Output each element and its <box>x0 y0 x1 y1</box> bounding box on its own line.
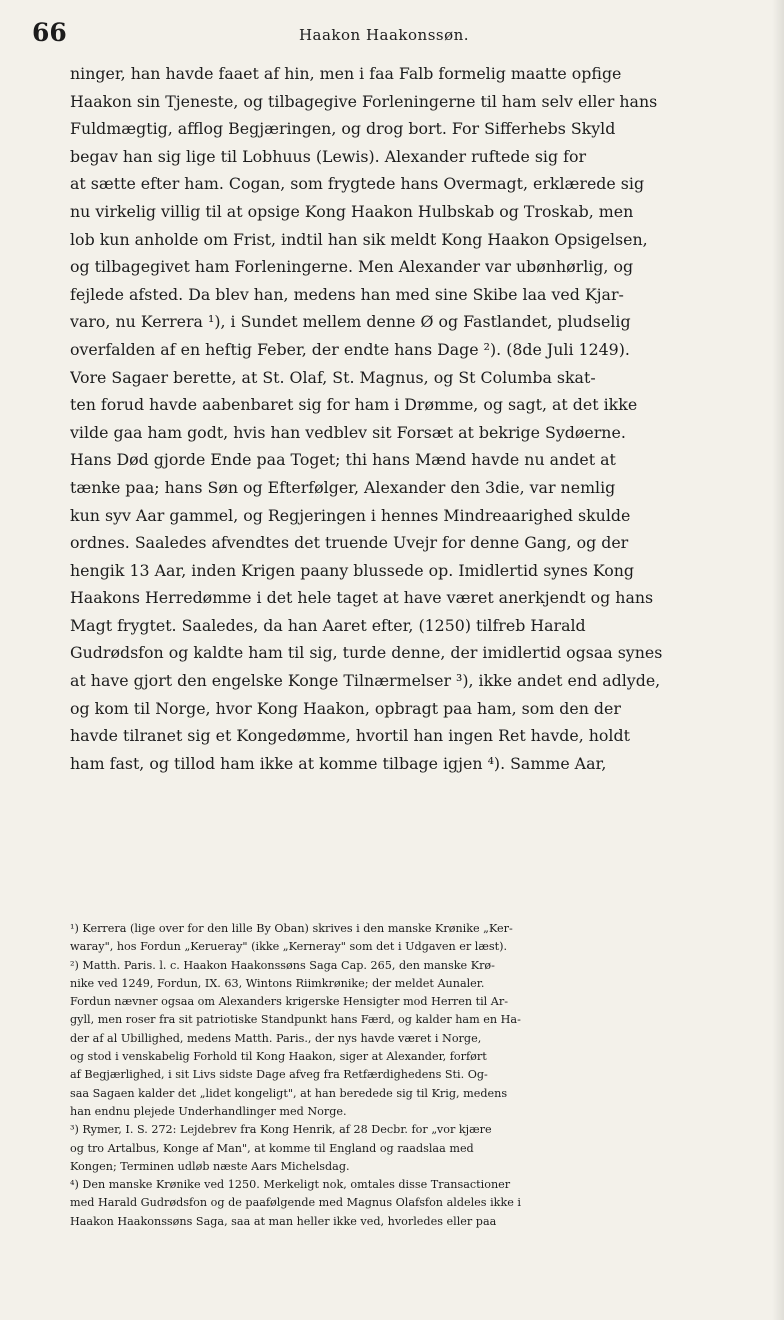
text-line: hengik 13 Aar, inden Krigen paany blussede op. Imidlertid synes Kong <box>70 560 635 580</box>
text-line: og kom til Norge, hvor Kong Haakon, opbragt paa ham, som den der <box>70 698 621 718</box>
footnote-line: ³) Rymer, I. S. 272: Lejdebrev fra Kong Henrik, af 28 Decbr. for „vor kjære <box>70 1123 492 1137</box>
footnote-line: nike ved 1249, Fordun, IX. 63, Wintons Riimkrønike; der meldet Aunaler. <box>70 976 485 990</box>
text-line: Haakon sin Tjeneste, og tilbagegive Forleningerne til ham selv eller hans <box>70 91 658 111</box>
footnote-line: han endnu plejede Underhandlinger med Norge. <box>70 1104 347 1118</box>
text-line: vilde gaa ham godt, hvis han vedblev sit Forsæt at bekrige Sydøerne. <box>70 422 626 442</box>
footnote-line: ²) Matth. Paris. l. c. Haakon Haakonssøns Saga Cap. 265, den manske Krø- <box>70 958 495 972</box>
footnote-line: ⁴) Den manske Krønike ved 1250. Merkeligt nok, omtales disse Transactioner <box>70 1178 511 1192</box>
text-line: at have gjort den engelske Konge Tilnærmelser ³), ikke andet end adlyde, <box>70 671 661 691</box>
footnote-line: gyll, men roser fra sit patriotiske Standpunkt hans Færd, og kalder ham en Ha- <box>70 1013 521 1027</box>
page-header <box>32 18 736 48</box>
footnote-line: Kongen; Terminen udløb næste Aars Michelsdag. <box>70 1159 350 1173</box>
text-line: Gudrødsfon og kaldte ham til sig, turde denne, der imidlertid ogsaa synes <box>70 643 663 663</box>
text-line: Magt frygtet. Saaledes, da han Aaret efter, (1250) tilfreb Harald <box>70 615 586 635</box>
text-line: Hans Død gjorde Ende paa Toget; thi hans Mænd havde nu andet at <box>70 450 616 470</box>
text-line: Vore Sagaer berette, at St. Olaf, St. Magnus, og St Columba skat- <box>70 367 596 387</box>
main-text <box>70 60 760 777</box>
footnote-line: Haakon Haakonssøns Saga, saa at man heller ikke ved, hvorledes eller paa <box>70 1214 497 1228</box>
footnote-line: saa Sagaen kalder det „lidet kongeligt", at han beredede sig til Krig, medens <box>70 1086 508 1100</box>
text-line: ordnes. Saaledes afvendtes det truende Uvejr for denne Gang, og der <box>70 533 629 553</box>
text-line: tænke paa; hans Søn og Efterfølger, Alexander den 3die, var nemlig <box>70 477 616 497</box>
footnote-line: ¹) Kerrera (lige over for den lille By Oban) skrives i den manske Krønike „Ker- <box>70 922 513 935</box>
footnotes <box>70 920 760 1231</box>
text-line: Fuldmægtig, afflog Begjæringen, og drog bort. For Sifferhebs Skyld <box>70 119 616 139</box>
scan-edge-shadow <box>772 0 784 1320</box>
footnote-line: Fordun nævner ogsaa om Alexanders krigerske Hensigter mod Herren til Ar- <box>70 995 509 1009</box>
text-line: kun syv Aar gammel, og Regjeringen i hennes Mindreaarighed skulde <box>70 505 631 525</box>
text-line: nu virkelig villig til at opsige Kong Haakon Hulbskab og Troskab, men <box>70 201 634 221</box>
footnote-line: og tro Artalbus, Konge af Man", at komme til England og raadslaa med <box>70 1141 474 1155</box>
text-line: ham fast, og tillod ham ikke at komme tilbage igjen ⁴). Samme Aar, <box>70 753 607 773</box>
text-line: varo, nu Kerrera ¹), i Sundet mellem denne Ø og Fastlandet, pludselig <box>70 312 631 332</box>
text-line: overfalden af en heftig Feber, der endte hans Dage ²). (8de Juli 1249). <box>70 339 630 359</box>
text-line: Haakons Herredømme i det hele taget at have været anerkjendt og hans <box>70 588 654 608</box>
text-line: havde tilranet sig et Kongedømme, hvortil han ingen Ret havde, holdt <box>70 726 630 746</box>
running-title: Haakon Haakonssøn. <box>298 26 470 44</box>
footnote-line: der af al Ubillighed, medens Matth. Paris., der nys havde været i Norge, <box>70 1031 482 1045</box>
text-line: ninger, han havde faaet af hin, men i faa Falb formelig maatte opfige <box>70 64 622 83</box>
footnote-line: af Begjærlighed, i sit Livs sidste Dage afveg fra Retfærdighedens Sti. Og- <box>70 1068 488 1082</box>
text-line: ten forud havde aabenbaret sig for ham i Drømme, og sagt, at det ikke <box>70 395 638 415</box>
page-number: 66 <box>32 18 67 47</box>
text-line: at sætte efter ham. Cogan, som frygtede hans Overmagt, erklærede sig <box>70 174 645 194</box>
text-line: begav han sig lige til Lobhuus (Lewis). Alexander ruftede sig for <box>70 146 587 166</box>
text-line: lob kun anholde om Frist, indtil han sik meldt Kong Haakon Opsigelsen, <box>70 229 648 249</box>
footnote-line: og stod i venskabelig Forhold til Kong Haakon, siger at Alexander, forført <box>70 1050 487 1064</box>
text-line: og tilbagegivet ham Forleningerne. Men Alexander var ubønhørlig, og <box>70 257 634 277</box>
footnote-line: waray", hos Fordun „Kerueray" (ikke „Kerneray" som det i Udgaven er læst). <box>70 940 508 954</box>
footnote-line: med Harald Gudrødsfon og de paafølgende med Magnus Olafsfon aldeles ikke i <box>70 1196 521 1210</box>
text-line: fejlede afsted. Da blev han, medens han med sine Skibe laa ved Kjar- <box>70 284 624 304</box>
